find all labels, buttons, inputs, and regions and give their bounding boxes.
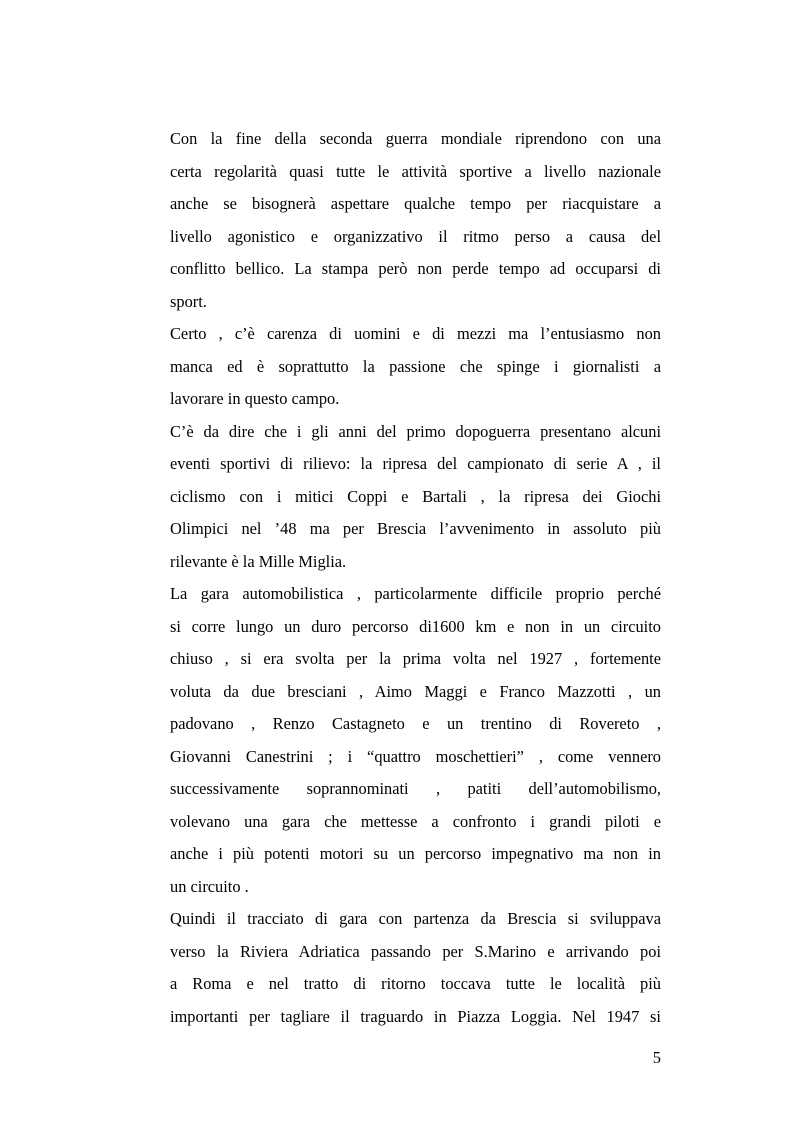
text-line: manca ed è soprattutto la passione che spinge i giornalisti a	[170, 356, 661, 376]
text-line: Olimpici nel ’48 ma per Brescia l’avvenimento in assoluto più	[170, 519, 661, 538]
text-line: Certo , c’è carenza di uomini e di mezzi ma l’entusiasmo non	[170, 324, 661, 343]
text-line: chiuso , si era svolta per la prima volta nel 1927 , fortemente	[170, 649, 661, 668]
text-line: si corre lungo un duro percorso di1600 km e non in un circuito	[170, 616, 661, 636]
page-number: 5	[652, 1048, 661, 1067]
text-line: a Roma e nel tratto di ritorno toccava tutte le località più	[170, 974, 661, 993]
text-line: rilevante è la Mille Miglia.	[170, 551, 347, 571]
text-line: verso la Riviera Adriatica passando per S.Marino e arrivando poi	[170, 941, 661, 961]
text-line: lavorare in questo campo.	[170, 389, 340, 408]
text-line: Quindi il tracciato di gara con partenza da Brescia si sviluppava	[170, 909, 661, 928]
text-line: voluta da due bresciani , Aimo Maggi e Franco Mazzotti , un	[170, 681, 661, 701]
text-line: volevano una gara che mettesse a confronto i grandi piloti e	[170, 811, 661, 831]
text-line: C’è da dire che i gli anni del primo dopoguerra presentano alcuni	[170, 421, 661, 441]
text-line: ciclismo con i mitici Coppi e Bartali , la ripresa dei Giochi	[170, 486, 661, 506]
text-line: un circuito .	[170, 876, 249, 896]
text-line: certa regolarità quasi tutte le attività sportive a livello nazionale	[170, 161, 661, 181]
body-text	[170, 123, 661, 1033]
text-line: Con la fine della seconda guerra mondiale riprendono con una	[170, 129, 661, 148]
text-line: conflitto bellico. La stampa però non perde tempo ad occuparsi di	[170, 259, 661, 278]
text-line: eventi sportivi di rilievo: la ripresa del campionato di serie A , il	[170, 454, 661, 473]
text-line: padovano , Renzo Castagneto e un trentino di Rovereto ,	[170, 714, 661, 733]
text-line: successivamente soprannominati , patiti dell’automobilismo,	[170, 779, 661, 798]
text-line: anche se bisognerà aspettare qualche tempo per riacquistare a	[170, 194, 661, 213]
text-line: sport.	[170, 291, 207, 311]
text-line: importanti per tagliare il traguardo in Piazza Loggia. Nel 1947 si	[170, 1006, 661, 1026]
text-line: livello agonistico e organizzativo il ritmo perso a causa del	[170, 226, 661, 246]
text-line: Giovanni Canestrini ; i “quattro moschettieri” , come vennero	[170, 746, 661, 766]
text-line: anche i più potenti motori su un percorso impegnativo ma non in	[170, 844, 661, 863]
text-line: La gara automobilistica , particolarmente difficile proprio perché	[170, 584, 661, 603]
